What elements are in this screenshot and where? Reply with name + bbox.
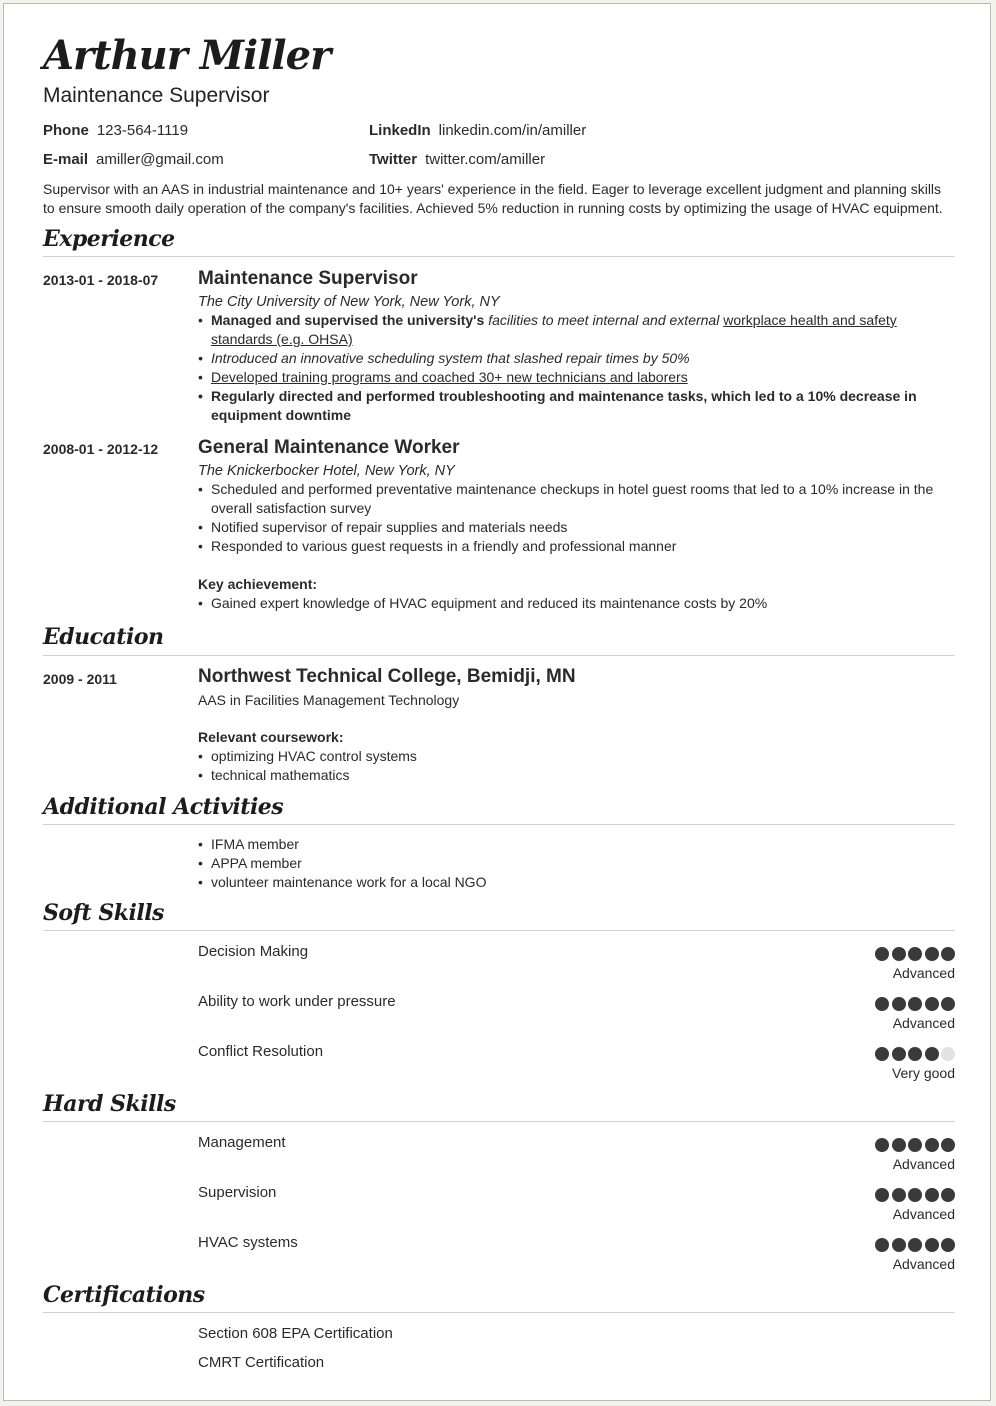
school-name: Northwest Technical College, Bemidji, MN — [198, 666, 576, 687]
rating-dot-filled — [908, 1047, 922, 1061]
skill-level: Advanced — [892, 1156, 955, 1172]
section-title-soft-skills: Soft Skills — [43, 900, 164, 926]
list-item: • volunteer maintenance work for a local NGO — [198, 873, 955, 892]
list-item: • Introduced an innovative scheduling system that slashed repair times by 50% — [198, 349, 955, 368]
rating-dot-filled — [892, 1047, 906, 1061]
contact-twitter — [369, 151, 545, 168]
job-duties — [198, 480, 955, 556]
skill-level: Advanced — [892, 1256, 955, 1272]
rating-dot-filled — [892, 1238, 906, 1252]
coursework-list — [198, 747, 955, 785]
section-title-experience: Experience — [43, 226, 175, 252]
rating-dot-filled — [875, 1138, 889, 1152]
twitter-value[interactable]: twitter.com/amiller — [425, 151, 546, 168]
coursework-label: Relevant coursework: — [198, 729, 344, 745]
skill-rating — [873, 1138, 956, 1152]
rating-dot-filled — [892, 1138, 906, 1152]
rating-dot-filled — [908, 997, 922, 1011]
activities-list — [198, 835, 955, 892]
rating-dot-filled — [875, 1047, 889, 1061]
skill-rating — [873, 997, 956, 1011]
job-entry — [198, 437, 955, 613]
education-entry — [198, 666, 955, 785]
contact-linkedin — [369, 122, 586, 139]
rating-dot-filled — [941, 1238, 955, 1252]
rating-dot-filled — [875, 1188, 889, 1202]
resume-page — [3, 3, 991, 1401]
job-dates: 2013-01 - 2018-07 — [43, 272, 159, 288]
skill-name: Ability to work under pressure — [198, 993, 396, 1010]
contact-label: Phone — [43, 122, 89, 139]
skill-rating — [873, 1047, 956, 1061]
rating-dot-filled — [892, 997, 906, 1011]
list-item: • Gained expert knowledge of HVAC equipment and reduced its maintenance costs by 20% — [198, 594, 955, 613]
section-divider — [43, 655, 955, 656]
rating-dot-filled — [941, 947, 955, 961]
list-item: • Developed training programs and coached 30+ new technicians and laborers — [198, 368, 955, 387]
list-item: • IFMA member — [198, 835, 955, 854]
list-item: • optimizing HVAC control systems — [198, 747, 955, 766]
skill-level: Very good — [891, 1065, 955, 1081]
section-divider — [43, 1121, 955, 1122]
section-divider — [43, 256, 955, 257]
skill-rating — [873, 1188, 956, 1202]
phone-value[interactable]: 123-564-1119 — [96, 122, 189, 139]
skill-name: Management — [198, 1134, 286, 1151]
skill-rating — [873, 947, 956, 961]
list-item: • Notified supervisor of repair supplies and materials needs — [198, 518, 955, 537]
rating-dot-filled — [925, 1188, 939, 1202]
section-divider — [43, 1312, 955, 1313]
rating-dot-filled — [875, 947, 889, 961]
job-title: General Maintenance Worker — [198, 437, 460, 458]
list-item: • Managed and supervised the university's facilities to meet internal and external workplace health and safety standards (e.g. OHSA) — [198, 311, 955, 349]
certification-item: CMRT Certification — [198, 1354, 325, 1371]
rating-dot-filled — [908, 1238, 922, 1252]
list-item: • APPA member — [198, 854, 955, 873]
contact-label: LinkedIn — [369, 122, 431, 139]
rating-dot-filled — [925, 1238, 939, 1252]
skill-level: Advanced — [892, 1206, 955, 1222]
skill-name: Supervision — [198, 1184, 277, 1201]
skill-name: Conflict Resolution — [198, 1043, 324, 1060]
skill-level: Advanced — [892, 1015, 955, 1031]
section-title-education: Education — [43, 624, 164, 650]
rating-dot-filled — [941, 1138, 955, 1152]
contact-label: E-mail — [43, 151, 89, 168]
section-divider — [43, 824, 955, 825]
list-item: • Regularly directed and performed troubleshooting and maintenance tasks, which led to a 10% decrease in equipment downtime — [198, 387, 955, 425]
education-dates: 2009 - 2011 — [43, 671, 117, 687]
key-achievement-label: Key achievement: — [198, 576, 318, 592]
job-dates: 2008-01 - 2012-12 — [43, 441, 159, 457]
rating-dot-filled — [875, 1238, 889, 1252]
candidate-title: Maintenance Supervisor — [43, 84, 270, 107]
rating-dot-filled — [925, 947, 939, 961]
candidate-name: Arthur Miller — [43, 32, 331, 79]
rating-dot-empty — [941, 1047, 955, 1061]
rating-dot-filled — [892, 947, 906, 961]
contact-email — [43, 151, 224, 168]
contact-phone — [43, 122, 188, 139]
skill-level: Advanced — [892, 965, 955, 981]
skill-rating — [873, 1238, 956, 1252]
profile-summary: Supervisor with an AAS in industrial maintenance and 10+ years' experience in the field. Eager to leverage excellent judgment and planning skills to ensure smooth daily operation of the company's facilities. Achieved 5% reduction in running costs by optimizing the usage of HVAC equipment. — [43, 181, 943, 216]
list-item: • Scheduled and performed preventative maintenance checkups in hotel guest rooms that led to a 10% increase in the overall satisfaction survey — [198, 480, 955, 518]
key-achievement-list — [198, 594, 955, 613]
list-item: • Responded to various guest requests in a friendly and professional manner — [198, 537, 955, 556]
rating-dot-filled — [925, 1138, 939, 1152]
rating-dot-filled — [941, 997, 955, 1011]
section-title-certifications: Certifications — [43, 1282, 205, 1308]
rating-dot-filled — [892, 1188, 906, 1202]
rating-dot-filled — [908, 1138, 922, 1152]
rating-dot-filled — [875, 997, 889, 1011]
rating-dot-filled — [908, 947, 922, 961]
job-employer: The Knickerbocker Hotel, New York, NY — [198, 463, 455, 479]
job-entry — [198, 268, 955, 425]
contact-label: Twitter — [369, 151, 418, 168]
job-title: Maintenance Supervisor — [198, 268, 418, 289]
job-employer: The City University of New York, New York, NY — [198, 294, 500, 310]
rating-dot-filled — [925, 997, 939, 1011]
rating-dot-filled — [941, 1188, 955, 1202]
skill-name: Decision Making — [198, 943, 309, 960]
rating-dot-filled — [925, 1047, 939, 1061]
section-divider — [43, 930, 955, 931]
email-value[interactable]: amiller@gmail.com — [96, 151, 224, 168]
section-title-activities: Additional Activities — [43, 794, 284, 820]
degree: AAS in Facilities Management Technology — [198, 692, 460, 708]
linkedin-value[interactable]: linkedin.com/in/amiller — [438, 122, 587, 139]
activities-entry — [198, 834, 955, 892]
certification-item: Section 608 EPA Certification — [198, 1325, 393, 1342]
section-title-hard-skills: Hard Skills — [43, 1091, 176, 1117]
list-item: • technical mathematics — [198, 766, 955, 785]
job-duties — [198, 311, 955, 425]
skill-name: HVAC systems — [198, 1234, 298, 1251]
rating-dot-filled — [908, 1188, 922, 1202]
